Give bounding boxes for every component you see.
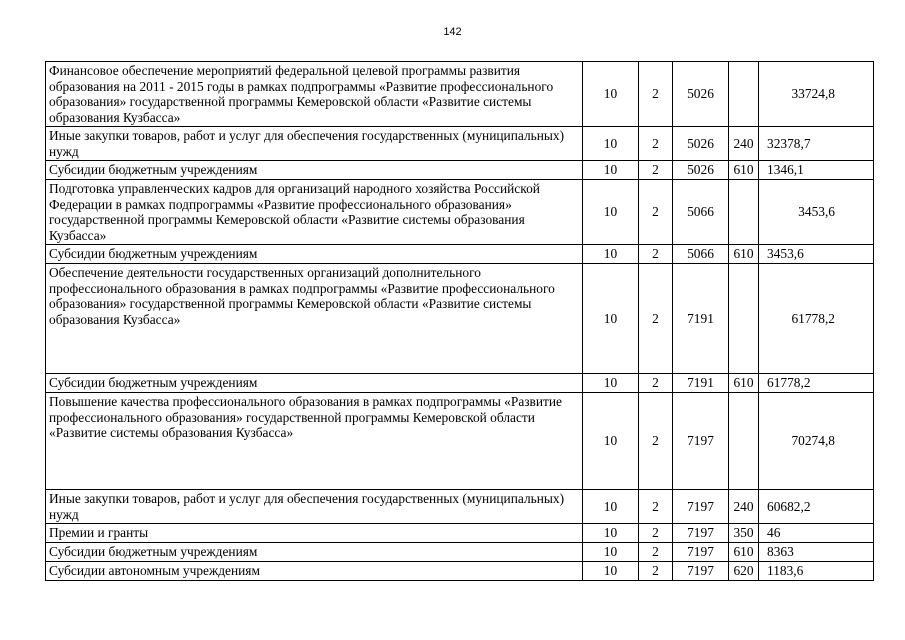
row-article: 5066 [673, 180, 729, 245]
row-name: Обеспечение деятельности государственных организаций дополнительного профессионального образования в рамках подпрограммы «Развитие профессионального образования» государственной программы Кемеровской области «Развитие системы образования Кузбасса» [46, 264, 583, 374]
row-type: 610 [729, 374, 759, 393]
row-sum: 3453,6 [759, 180, 874, 245]
row-article: 7197 [673, 562, 729, 581]
row-sum: 3453,6 [759, 245, 874, 264]
row-subsection: 2 [639, 245, 673, 264]
row-sum: 70274,8 [759, 393, 874, 490]
row-sum: 1183,6 [759, 562, 874, 581]
row-type [729, 264, 759, 374]
row-section: 10 [583, 127, 639, 161]
row-sum: 46 [759, 524, 874, 543]
table-row [46, 543, 874, 562]
row-name: Повышение качества профессионального образования в рамках подпрограммы «Развитие профессионального образования» государственной программы Кемеровской области «Развитие системы образования Кузбасса» [46, 393, 583, 490]
row-section: 10 [583, 374, 639, 393]
row-sum: 8363 [759, 543, 874, 562]
row-article: 7197 [673, 490, 729, 524]
row-sum: 61778,2 [759, 374, 874, 393]
row-name: Субсидии автономным учреждениям [46, 562, 583, 581]
row-sum: 61778,2 [759, 264, 874, 374]
row-article: 7197 [673, 393, 729, 490]
row-subsection: 2 [639, 374, 673, 393]
row-section: 10 [583, 562, 639, 581]
row-sum: 60682,2 [759, 490, 874, 524]
row-article: 5026 [673, 62, 729, 127]
row-name: Премии и гранты [46, 524, 583, 543]
table-row [46, 161, 874, 180]
row-sum: 33724,8 [759, 62, 874, 127]
row-sum: 1346,1 [759, 161, 874, 180]
row-article: 5026 [673, 161, 729, 180]
row-subsection: 2 [639, 62, 673, 127]
table-row [46, 264, 874, 374]
budget-table [45, 61, 874, 581]
row-subsection: 2 [639, 524, 673, 543]
row-type: 350 [729, 524, 759, 543]
table-row [46, 393, 874, 490]
row-section: 10 [583, 245, 639, 264]
table-row [46, 62, 874, 127]
table-row [46, 245, 874, 264]
row-section: 10 [583, 543, 639, 562]
row-name: Субсидии бюджетным учреждениям [46, 245, 583, 264]
table-row [46, 180, 874, 245]
table-row [46, 490, 874, 524]
row-section: 10 [583, 161, 639, 180]
row-subsection: 2 [639, 264, 673, 374]
row-name: Финансовое обеспечение мероприятий федеральной целевой программы развития образования на 2011 - 2015 годы в рамках подпрограммы «Развитие профессионального образования» государственной программы Кемеровской области «Развитие системы образования Кузбасса» [46, 62, 583, 127]
row-type: 620 [729, 562, 759, 581]
table-row [46, 562, 874, 581]
row-name: Субсидии бюджетным учреждениям [46, 543, 583, 562]
row-type: 610 [729, 161, 759, 180]
row-subsection: 2 [639, 562, 673, 581]
row-section: 10 [583, 524, 639, 543]
table-row [46, 374, 874, 393]
row-subsection: 2 [639, 490, 673, 524]
row-section: 10 [583, 62, 639, 127]
row-section: 10 [583, 180, 639, 245]
row-type: 610 [729, 543, 759, 562]
row-subsection: 2 [639, 180, 673, 245]
row-name: Субсидии бюджетным учреждениям [46, 161, 583, 180]
row-subsection: 2 [639, 127, 673, 161]
row-section: 10 [583, 393, 639, 490]
table-row [46, 127, 874, 161]
row-name: Субсидии бюджетным учреждениям [46, 374, 583, 393]
row-name: Иные закупки товаров, работ и услуг для обеспечения государственных (муниципальных) нужд [46, 490, 583, 524]
row-article: 7191 [673, 374, 729, 393]
table-row [46, 524, 874, 543]
row-article: 5026 [673, 127, 729, 161]
row-article: 7197 [673, 543, 729, 562]
budget-table-body [46, 62, 874, 581]
row-type: 610 [729, 245, 759, 264]
row-article: 7197 [673, 524, 729, 543]
row-section: 10 [583, 490, 639, 524]
row-subsection: 2 [639, 161, 673, 180]
row-subsection: 2 [639, 393, 673, 490]
row-section: 10 [583, 264, 639, 374]
page-number: 142 [443, 26, 462, 38]
row-article: 5066 [673, 245, 729, 264]
row-article: 7191 [673, 264, 729, 374]
row-subsection: 2 [639, 543, 673, 562]
row-name: Иные закупки товаров, работ и услуг для обеспечения государственных (муниципальных) нужд [46, 127, 583, 161]
row-type: 240 [729, 490, 759, 524]
row-type [729, 393, 759, 490]
row-type [729, 62, 759, 127]
row-type [729, 180, 759, 245]
row-name: Подготовка управленческих кадров для организаций народного хозяйства Российской Федерации в рамках подпрограммы «Развитие профессионального образования» государственной программы Кемеровской области «Развитие системы образования Кузбасса» [46, 180, 583, 245]
row-sum: 32378,7 [759, 127, 874, 161]
row-type: 240 [729, 127, 759, 161]
